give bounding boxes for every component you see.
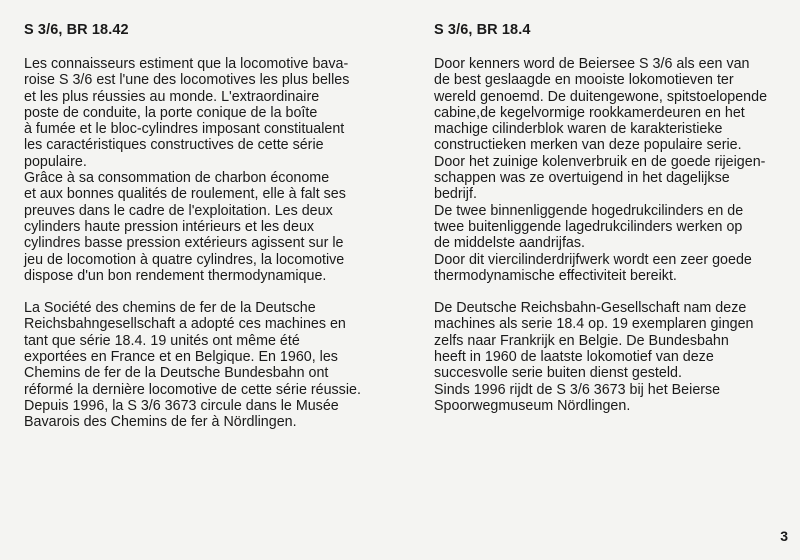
text-line: Door kenners word de Beiersee S 3/6 als een van	[434, 56, 750, 72]
text-line: constructieken merken van deze populaire serie.	[434, 137, 742, 154]
text-line: Door dit viercilinderdrijfwerk wordt een zeer goede	[434, 251, 752, 268]
text-line: twee buitenliggende lagedrukcilinders werken op	[434, 218, 743, 235]
text-line: et aux bonnes qualités de roulement, elle à falt ses	[24, 186, 346, 203]
text-line: de best geslaagde en mooiste lokomotieven ter	[434, 72, 734, 89]
text-line: cylinders haute pression intérieurs et les deux	[24, 218, 315, 235]
text-line: populaire.	[24, 153, 87, 170]
text-line: thermodynamische effectiviteit bereikt.	[434, 267, 677, 284]
text-line: De Deutsche Reichsbahn-Gesellschaft nam deze	[434, 300, 747, 317]
paragraph-gap	[434, 284, 780, 300]
text-line: réformé la dernière locomotive de cette série réussie.	[24, 381, 361, 398]
text-line: Depuis 1996, la S 3/6 3673 circule dans le Musée	[24, 397, 339, 414]
left-heading: S 3/6, BR 18.42	[24, 22, 129, 38]
right-heading: S 3/6, BR 18.4	[434, 22, 531, 38]
left-paragraph-1	[24, 56, 379, 284]
text-line: roise S 3/6 est l'une des locomotives les plus belles	[24, 72, 350, 89]
text-line: et les plus réussies au monde. L'extraordinaire	[24, 88, 320, 105]
text-line: machines als serie 18.4 op. 19 exemplaren gingen	[434, 316, 754, 333]
right-paragraph-1	[434, 56, 780, 284]
text-line: preuves dans le cadre de l'exploitation. Les deux	[24, 202, 333, 219]
text-line: de middelste aandrijfas.	[434, 235, 585, 252]
left-paragraph-2	[24, 300, 379, 430]
text-line: à fumée et le bloc-cylindres imposant constitualent	[24, 121, 345, 138]
text-line: Spoorwegmuseum Nördlingen.	[434, 397, 631, 414]
text-line: schappen was ze overtuigend in het dagelijkse	[434, 170, 730, 187]
text-line: poste de conduite, la porte conique de la boîte	[24, 104, 318, 121]
text-line: les caractéristiques constructives de cette série	[24, 137, 324, 154]
text-line: bedrijf.	[434, 186, 477, 203]
text-line: dispose d'un bon rendement thermodynamique.	[24, 267, 327, 284]
text-line: Les connaisseurs estiment que la locomotive bava-	[24, 56, 349, 72]
text-line: cylindres basse pression extérieurs agissent sur le	[24, 235, 344, 252]
paragraph-gap	[24, 284, 379, 300]
text-line: cabine,de kegelvormige rookkamerdeuren en het	[434, 104, 745, 121]
text-line: Door het zuinige kolenverbruik en de goede rijeigen-	[434, 153, 766, 170]
text-line: zelfs naar Frankrijk en Belgie. De Bundesbahn	[434, 332, 729, 349]
text-line: La Société des chemins de fer de la Deutsche	[24, 300, 316, 317]
text-line: machige cilinderblok waren de karakteristieke	[434, 121, 723, 138]
text-line: heeft in 1960 de laatste lokomotief van deze	[434, 349, 714, 366]
right-paragraph-2	[434, 300, 780, 414]
text-line: De twee binnenliggende hogedrukcilinders en de	[434, 202, 744, 219]
page-number: 3	[780, 528, 788, 544]
text-line: exportées en France et en Belgique. En 1960, les	[24, 349, 338, 366]
text-line: succesvolle serie buiten dienst gesteld.	[434, 365, 682, 382]
text-line: wereld genoemd. De duitengewone, spitstoelopende	[434, 88, 768, 105]
right-column-dutch	[434, 22, 780, 414]
text-line: jeu de locomotion à quatre cylindres, la locomotive	[24, 251, 345, 268]
text-line: Reichsbahngesellschaft a adopté ces machines en	[24, 316, 346, 333]
text-line: Bavarois des Chemins de fer à Nördlingen.	[24, 414, 297, 431]
text-line: tant que série 18.4. 19 unités ont même été	[24, 332, 300, 349]
text-line: Chemins de fer de la Deutsche Bundesbahn ont	[24, 365, 329, 382]
left-column-french	[24, 22, 379, 431]
text-line: Sinds 1996 rijdt de S 3/6 3673 bij het Beierse	[434, 381, 721, 398]
text-line: Grâce à sa consommation de charbon économe	[24, 170, 330, 187]
